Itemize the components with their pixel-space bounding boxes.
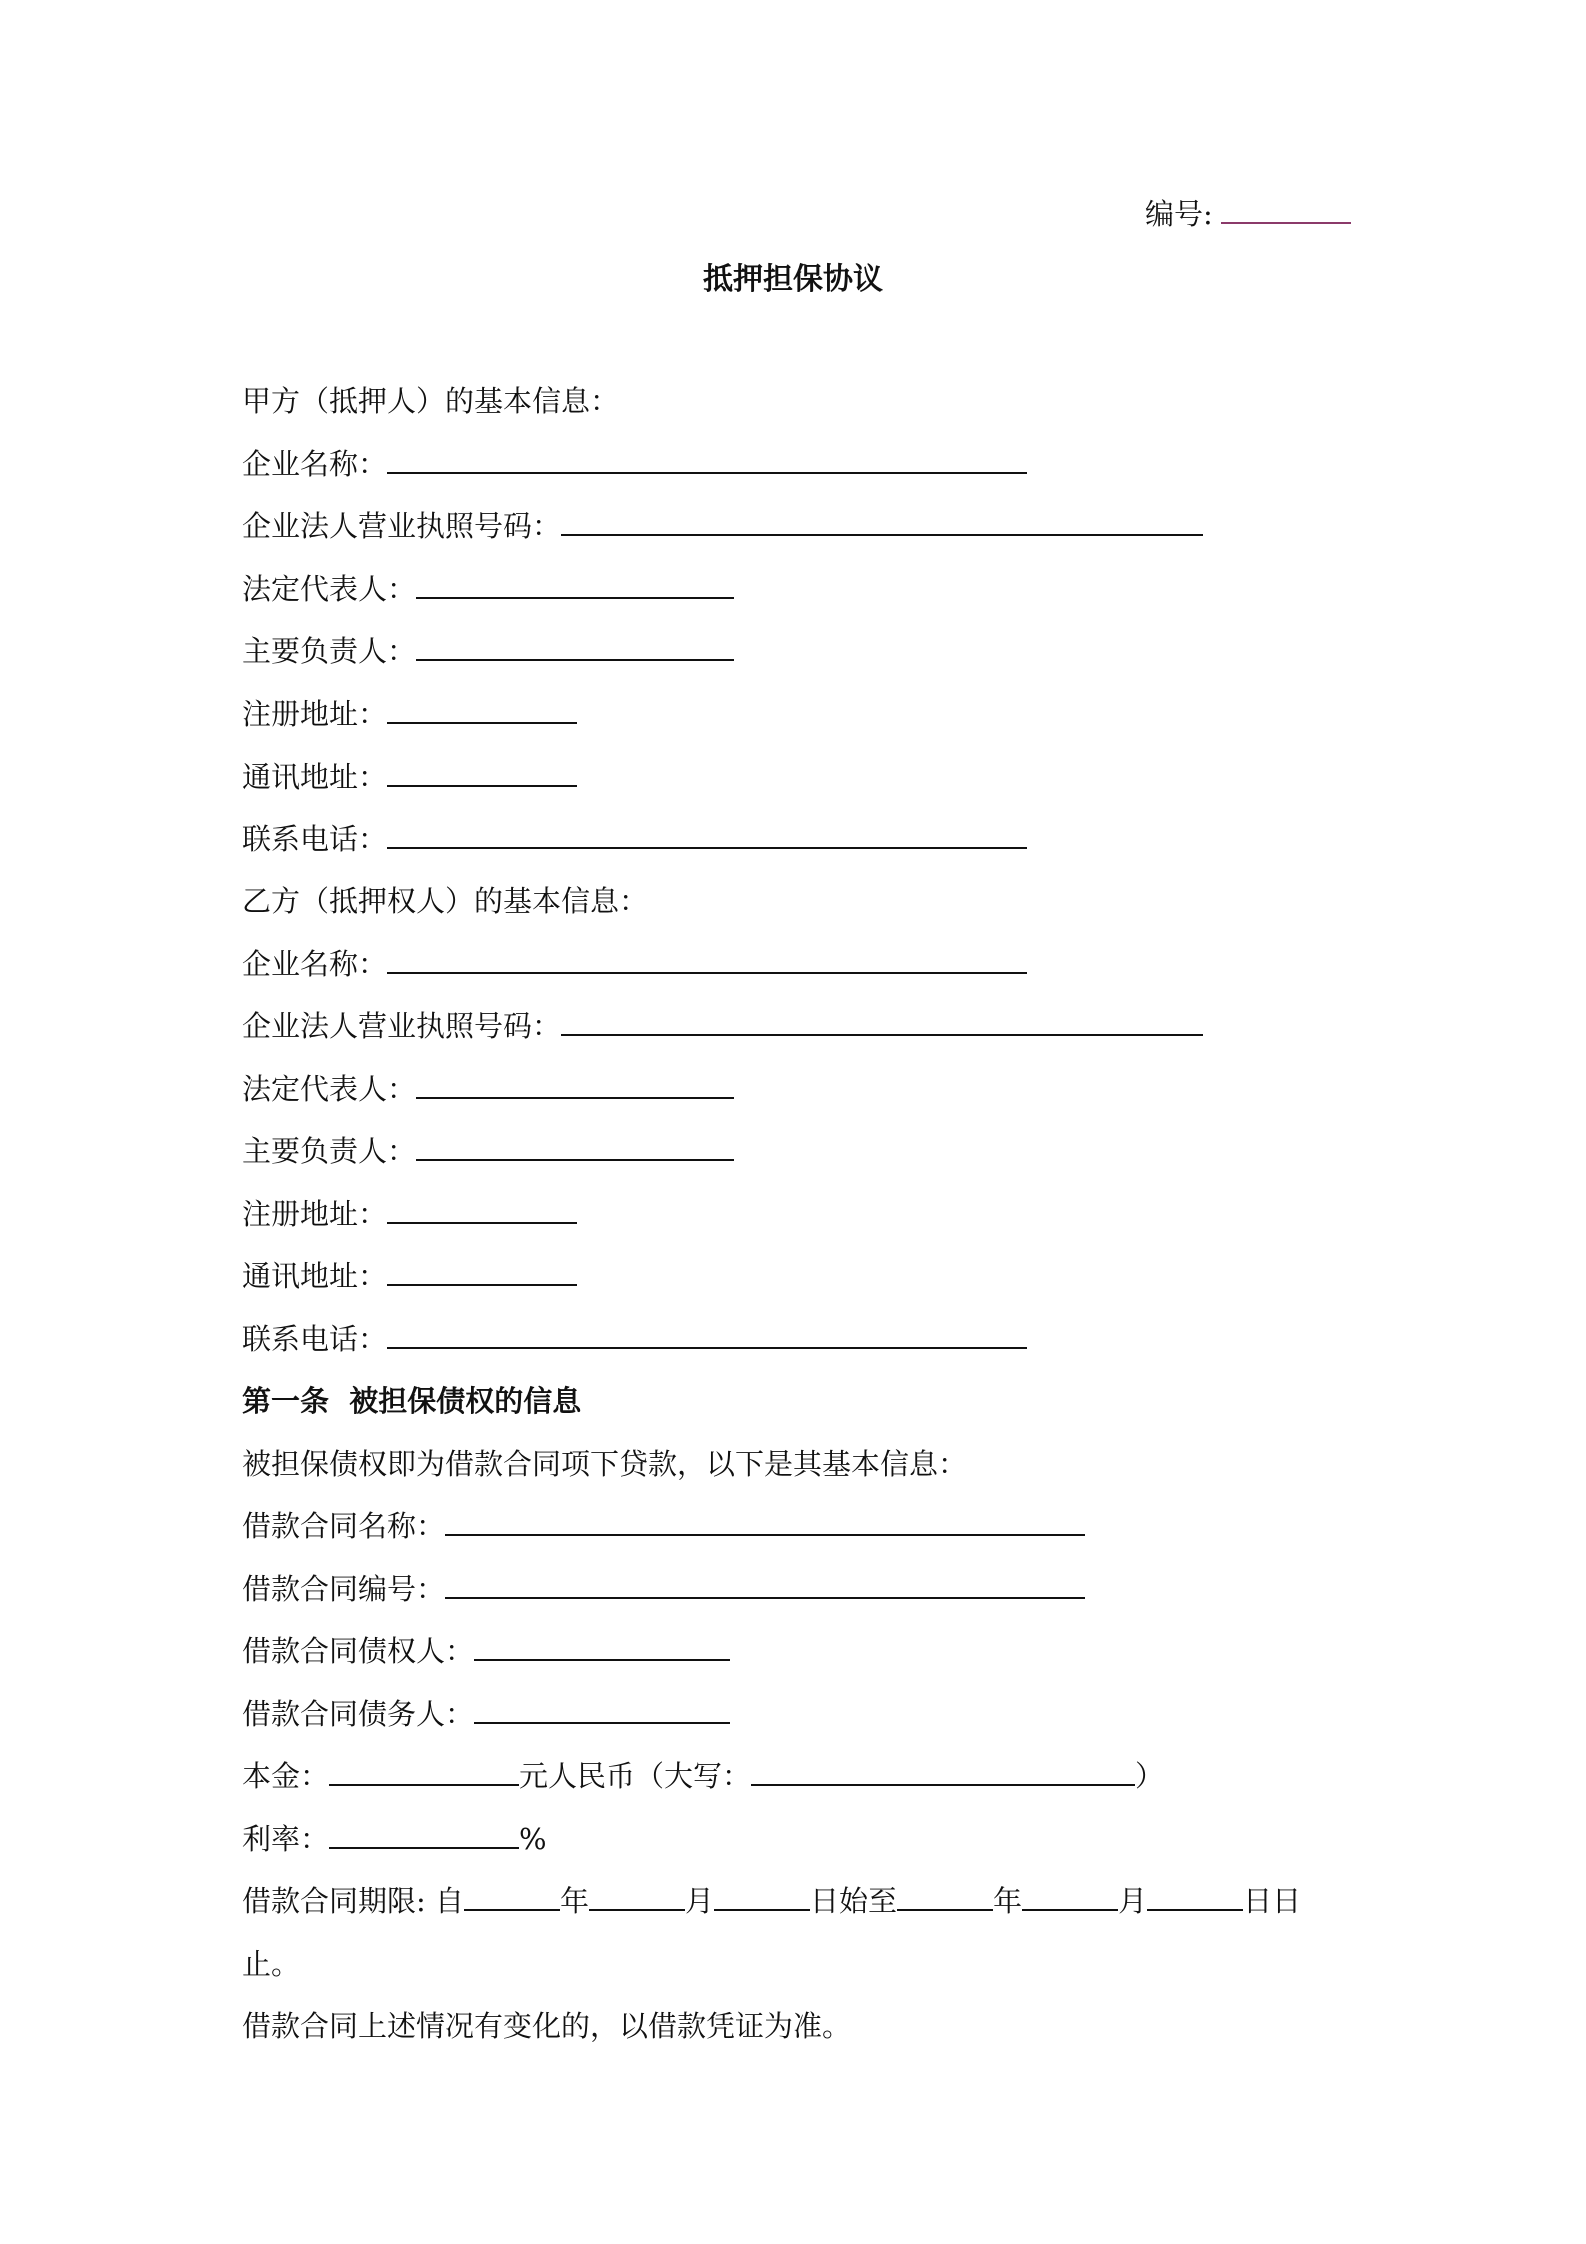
party-b-company-name-label: 企业名称：	[242, 947, 388, 981]
party-a-license-label: 企业法人营业执照号码：	[242, 509, 562, 543]
term-start-year-text: 年	[560, 1884, 590, 1918]
term-end-month-text: 月	[1118, 1884, 1148, 1918]
term-end-year-blank[interactable]	[897, 1881, 993, 1911]
party-a-main-head-label: 主要负责人：	[242, 634, 417, 668]
contract-no-row	[242, 1569, 1085, 1609]
rate-row	[242, 1819, 547, 1859]
contract-no-blank[interactable]	[445, 1569, 1085, 1599]
party-b-reg-address-label: 注册地址：	[242, 1197, 388, 1231]
term-label: 借款合同期限: 自	[242, 1884, 464, 1918]
term-tail-row	[242, 1944, 300, 1984]
party-a-company-name-label: 企业名称：	[242, 447, 388, 481]
party-b-license-blank[interactable]	[561, 1006, 1203, 1036]
document-title: 抵押担保协议	[703, 262, 883, 297]
party-b-main-head-label: 主要负责人：	[242, 1134, 417, 1168]
party-b-company-name-row	[242, 944, 1027, 984]
party-a-company-name-blank[interactable]	[387, 444, 1027, 474]
article-1-note	[242, 2006, 851, 2046]
contract-name-blank[interactable]	[445, 1506, 1085, 1536]
party-b-mail-address-row	[242, 1256, 577, 1296]
party-b-phone-row	[242, 1319, 1027, 1359]
party-a-mail-address-blank[interactable]	[387, 757, 577, 787]
party-a-main-head-blank[interactable]	[416, 631, 734, 661]
creditor-label: 借款合同债权人：	[242, 1634, 475, 1668]
party-b-company-name-blank[interactable]	[387, 944, 1027, 974]
party-b-mail-address-label: 通讯地址：	[242, 1259, 388, 1293]
party-a-mail-address-row	[242, 757, 577, 797]
party-a-main-head-row	[242, 631, 734, 671]
term-start-month-text: 月	[685, 1884, 715, 1918]
party-b-heading	[242, 881, 648, 921]
party-a-heading	[242, 381, 619, 421]
term-start-year-blank[interactable]	[464, 1881, 560, 1911]
term-start-month-blank[interactable]	[589, 1881, 685, 1911]
rate-blank[interactable]	[329, 1819, 519, 1849]
document-number	[1145, 194, 1351, 234]
party-b-phone-blank[interactable]	[387, 1319, 1027, 1349]
article-1-intro	[242, 1444, 967, 1484]
creditor-row	[242, 1631, 730, 1671]
term-start-day-text: 日始至	[810, 1884, 898, 1918]
document-number-label: 编号:	[1145, 197, 1213, 231]
debtor-label: 借款合同债务人：	[242, 1697, 475, 1731]
principal-uppercase-blank[interactable]	[751, 1756, 1135, 1786]
party-b-phone-label: 联系电话：	[242, 1322, 388, 1356]
article-1-note-text: 借款合同上述情况有变化的，以借款凭证为准。	[242, 2009, 852, 2043]
party-a-legal-rep-blank[interactable]	[416, 569, 734, 599]
party-a-phone-label: 联系电话：	[242, 822, 388, 856]
principal-label: 本金：	[242, 1759, 330, 1793]
party-b-main-head-row	[242, 1131, 734, 1171]
term-end-day-text: 日日	[1243, 1884, 1302, 1918]
creditor-blank[interactable]	[474, 1631, 730, 1661]
contract-no-label: 借款合同编号：	[242, 1572, 446, 1606]
principal-amount-blank[interactable]	[329, 1756, 519, 1786]
article-1-intro-text: 被担保债权即为借款合同项下贷款，以下是其基本信息：	[242, 1447, 968, 1481]
document-number-blank[interactable]	[1221, 194, 1351, 224]
party-b-legal-rep-blank[interactable]	[416, 1069, 734, 1099]
term-end-month-blank[interactable]	[1022, 1881, 1118, 1911]
party-a-phone-blank[interactable]	[387, 819, 1027, 849]
party-b-legal-rep-label: 法定代表人：	[242, 1072, 417, 1106]
party-b-mail-address-blank[interactable]	[387, 1256, 577, 1286]
party-a-license-row	[242, 506, 1203, 546]
party-b-main-head-blank[interactable]	[416, 1131, 734, 1161]
article-1-heading-text: 第一条 被担保债权的信息	[242, 1384, 582, 1418]
party-a-legal-rep-row	[242, 569, 734, 609]
party-a-mail-address-label: 通讯地址：	[242, 760, 388, 794]
contract-name-label: 借款合同名称：	[242, 1509, 446, 1543]
party-a-reg-address-blank[interactable]	[387, 694, 577, 724]
article-1-heading	[242, 1381, 581, 1421]
term-end-year-text: 年	[993, 1884, 1023, 1918]
rate-unit: %	[519, 1822, 547, 1856]
party-a-company-name-row	[242, 444, 1027, 484]
party-b-license-label: 企业法人营业执照号码：	[242, 1009, 562, 1043]
term-end-day-blank[interactable]	[1147, 1881, 1243, 1911]
principal-close-paren: ）	[1135, 1759, 1165, 1793]
debtor-blank[interactable]	[474, 1694, 730, 1724]
principal-unit-text: 元人民币（大写：	[519, 1759, 752, 1793]
party-a-legal-rep-label: 法定代表人：	[242, 572, 417, 606]
rate-label: 利率：	[242, 1822, 330, 1856]
party-a-reg-address-row	[242, 694, 577, 734]
debtor-row	[242, 1694, 730, 1734]
contract-name-row	[242, 1506, 1085, 1546]
term-start-day-blank[interactable]	[714, 1881, 810, 1911]
party-a-reg-address-label: 注册地址：	[242, 697, 388, 731]
principal-row	[242, 1756, 1164, 1796]
party-a-license-blank[interactable]	[561, 506, 1203, 536]
party-a-phone-row	[242, 819, 1027, 859]
term-row	[242, 1881, 1301, 1921]
party-b-reg-address-row	[242, 1194, 577, 1234]
party-a-heading-text: 甲方（抵押人）的基本信息：	[242, 384, 620, 418]
party-b-legal-rep-row	[242, 1069, 734, 1109]
term-tail-text: 止。	[242, 1947, 301, 1981]
party-b-license-row	[242, 1006, 1203, 1046]
party-b-heading-text: 乙方（抵押权人）的基本信息：	[242, 884, 649, 918]
party-b-reg-address-blank[interactable]	[387, 1194, 577, 1224]
